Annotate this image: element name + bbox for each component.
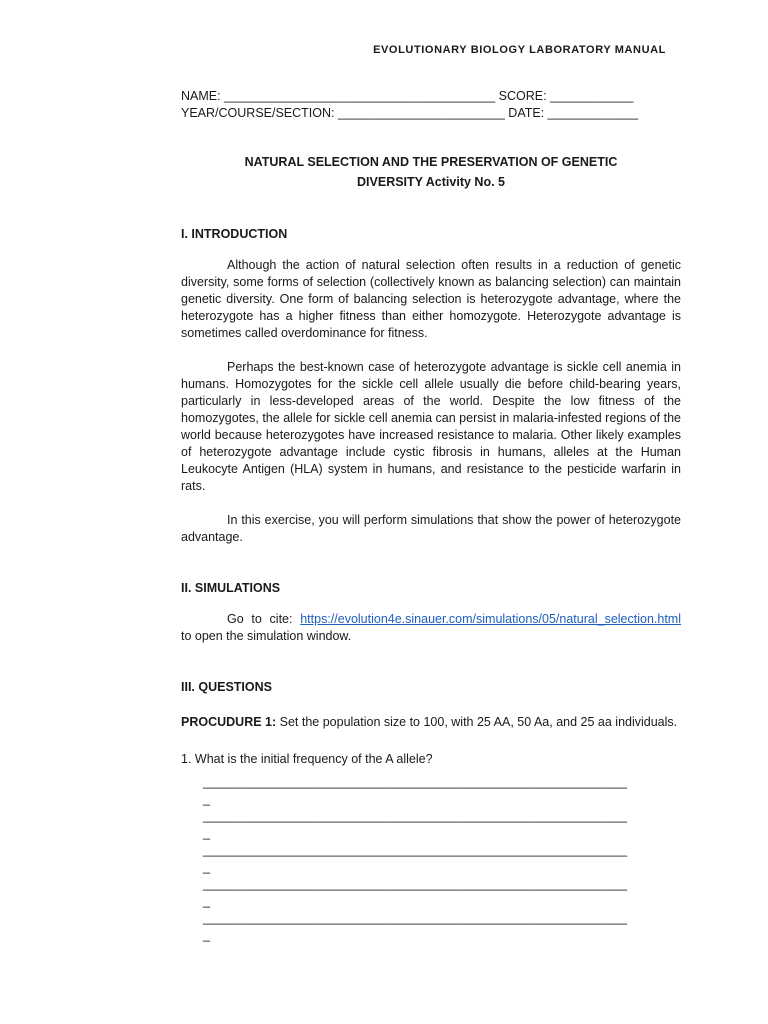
activity-title-line-2: DIVERSITY Activity No. 5 <box>357 175 505 189</box>
answer-line[interactable]: _____________________________________________________________ <box>203 911 628 925</box>
simulations-suffix: to open the simulation window. <box>181 629 352 643</box>
simulations-paragraph <box>181 611 681 645</box>
answer-line[interactable]: _____________________________________________________________ <box>203 843 628 857</box>
answer-line-tail: _ <box>203 860 210 874</box>
procedure-label: PROCUDURE 1: <box>181 715 277 729</box>
answer-area[interactable] <box>203 774 681 944</box>
introduction-heading: I. INTRODUCTION <box>181 227 288 241</box>
questions-heading: III. QUESTIONS <box>181 680 272 694</box>
simulations-heading: II. SIMULATIONS <box>181 581 281 595</box>
answer-line[interactable]: _____________________________________________________________ <box>203 809 628 823</box>
answer-line-tail: _ <box>203 928 210 942</box>
simulation-link[interactable]: https://evolution4e.sinauer.com/simulations/05/natural_selection.html <box>300 612 681 626</box>
answer-line-tail: _ <box>203 894 210 908</box>
form-section-date-line: YEAR/COURSE/SECTION: ________________________ DATE: _____________ <box>181 106 639 120</box>
answer-line[interactable]: _____________________________________________________________ <box>203 877 628 891</box>
procedure-text: Set the population size to 100, with 25 AA, 50 Aa, and 25 aa individuals. <box>276 715 678 729</box>
answer-line-tail: _ <box>203 792 210 806</box>
question-1: 1. What is the initial frequency of the A allele? <box>181 752 433 766</box>
activity-title <box>181 152 681 192</box>
answer-line-tail: _ <box>203 826 210 840</box>
introduction-paragraph-3: In this exercise, you will perform simulations that show the power of heterozygote advantage. <box>181 513 681 544</box>
form-name-score-line: NAME: _______________________________________ SCORE: ____________ <box>181 89 634 103</box>
manual-header: EVOLUTIONARY BIOLOGY LABORATORY MANUAL <box>373 44 666 56</box>
document-content <box>181 88 681 944</box>
activity-title-line-1: NATURAL SELECTION AND THE PRESERVATION OF GENETIC <box>244 155 618 169</box>
introduction-paragraph-2: Perhaps the best-known case of heterozygote advantage is sickle cell anemia in humans. Homozygotes for the sickle cell allele usually die before child-bearing years, particularly in less-developed areas of the world. Despite the low fitness of the homozygotes, the allele for sickle cell anemia can persist in malaria-infested regions of the world because heterozygotes have increased resistance to malaria. Other likely examples of heterozygote advantage include cystic fibrosis in humans, alleles at the Human Leukocyte Antigen (HLA) system in humans, and resistance to the pesticide warfarin in rats. <box>181 360 681 493</box>
introduction-paragraph-1: Although the action of natural selection often results in a reduction of genetic diversity, some forms of selection (collectively known as balancing selection) can maintain genetic diversity. One form of balancing selection is heterozygote advantage, where the heterozygote has a higher fitness than either homozygote. Heterozygote advantage is sometimes called overdominance for fitness. <box>181 258 681 340</box>
procedure-1 <box>181 714 681 731</box>
answer-line[interactable]: _____________________________________________________________ <box>203 775 628 789</box>
simulations-prefix: Go to cite: <box>227 612 301 626</box>
